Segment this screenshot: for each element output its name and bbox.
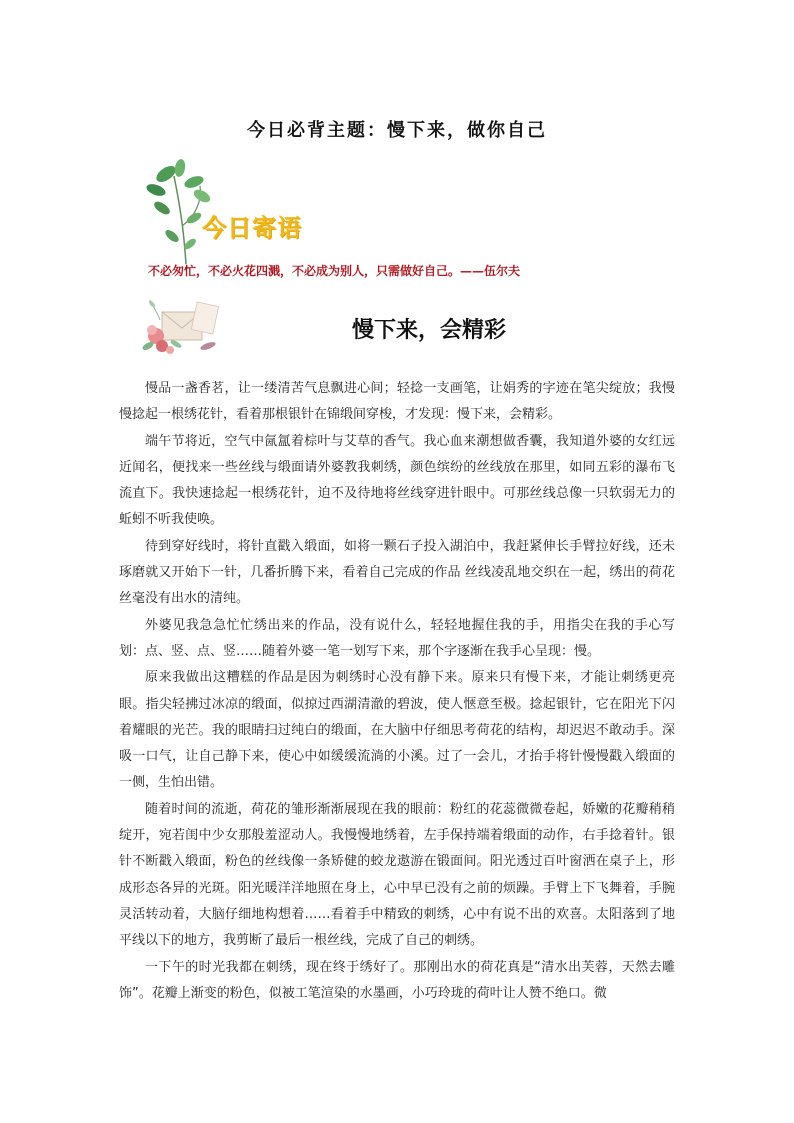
section-label: 今日寄语	[202, 214, 302, 242]
essay-paragraph: 端午节将近，空气中氤氲着棕叶与艾草的香气。我心血来潮想做香囊，我知道外婆的女红远近闻名，便找来一些丝线与缎面请外婆教我刺绣，颜色缤纷的丝线放在那里，如同五彩的瀑布飞流直下。我快速捻起一根绣花针，迫不及待地将丝线穿进针眼中。可那丝线总像一只软弱无力的蚯蚓不听我使唤。	[119, 433, 675, 528]
essay-paragraph: 原来我做出这糟糕的作品是因为刺绣时心没有静下来。原来只有慢下来，才能让刺绣更亮眼。指尖轻拂过冰凉的缎面，似掠过西湖清澈的碧波，使人惬意至极。捻起银针，它在阳光下闪着耀眼的光芒。我的眼睛扫过纯白的缎面，在大脑中仔细思考荷花的结构，却迟迟不敢动手。深吸一口气，让自己静下来，使心中如缓缓流淌的小溪。过了一会儿，才抬手将针慢慢戳入缎面的一侧，生怕出错。	[119, 670, 675, 791]
essay-body	[119, 376, 675, 1007]
essay-paragraph: 待到穿好线时，将针直戳入缎面，如将一颗石子投入湖泊中，我赶紧伸长手臂拉好线，还未琢磨就又开始下一针，几番折腾下来，看着自己完成的作品 丝线凌乱地交织在一起，绣出的荷花丝毫没有出水的清纯。	[119, 538, 675, 607]
essay-paragraph: 外婆见我急急忙忙绣出来的作品，没有说什么，轻轻地握住我的手，用指尖在我的手心写划：点、竖、点、竖……随着外婆一笔一划写下来，那个字逐渐在我手心呈现：慢。	[119, 617, 675, 659]
page-title: 今日必背主题：慢下来，做你自己	[247, 120, 547, 141]
floral-envelope-icon	[140, 290, 230, 362]
quote-text: 不必匆忙，不必火花四溅，不必成为别人，只需做好自己。——伍尔夫	[148, 264, 521, 278]
essay-paragraph: 一下午的时光我都在刺绣，现在终于绣好了。那刚出水的荷花真是“清水出芙蓉，天然去雕饰”。花瓣上渐变的粉色，似被工笔渲染的水墨画，小巧玲珑的荷叶让人赞不绝口。微	[119, 959, 675, 1001]
essay-paragraph: 慢品一盏香茗，让一缕清苦气息飘进心间；轻捻一支画笔，让娟秀的字迹在笔尖绽放；我慢慢捻起一根绣花针，看着那根银针在锦缎间穿梭，才发现：慢下来，会精彩。	[119, 381, 675, 423]
essay-title: 慢下来，会精彩	[352, 318, 507, 343]
essay-paragraph: 随着时间的流逝，荷花的雏形渐渐展现在我的眼前：粉红的花蕊微微卷起，娇嫩的花瓣稍稍绽开，宛若闺中少女那般羞涩动人。我慢慢地绣着，左手保持端着缎面的动作，右手捻着针。银针不断戳入缎面，粉色的丝线像一条矫健的蛟龙遨游在锻面间。阳光透过百叶窗洒在桌子上，形成形态各异的光斑。阳光暖洋洋地照在身上，心中早已没有之前的烦躁。手臂上下飞舞着，手腕灵活转动着，大脑仔细地构想着……看着手中精致的刺绣，心中有说不出的欢喜。太阳落到了地平线以下的地方，我剪断了最后一根丝线，完成了自己的刺绣。	[119, 801, 675, 949]
